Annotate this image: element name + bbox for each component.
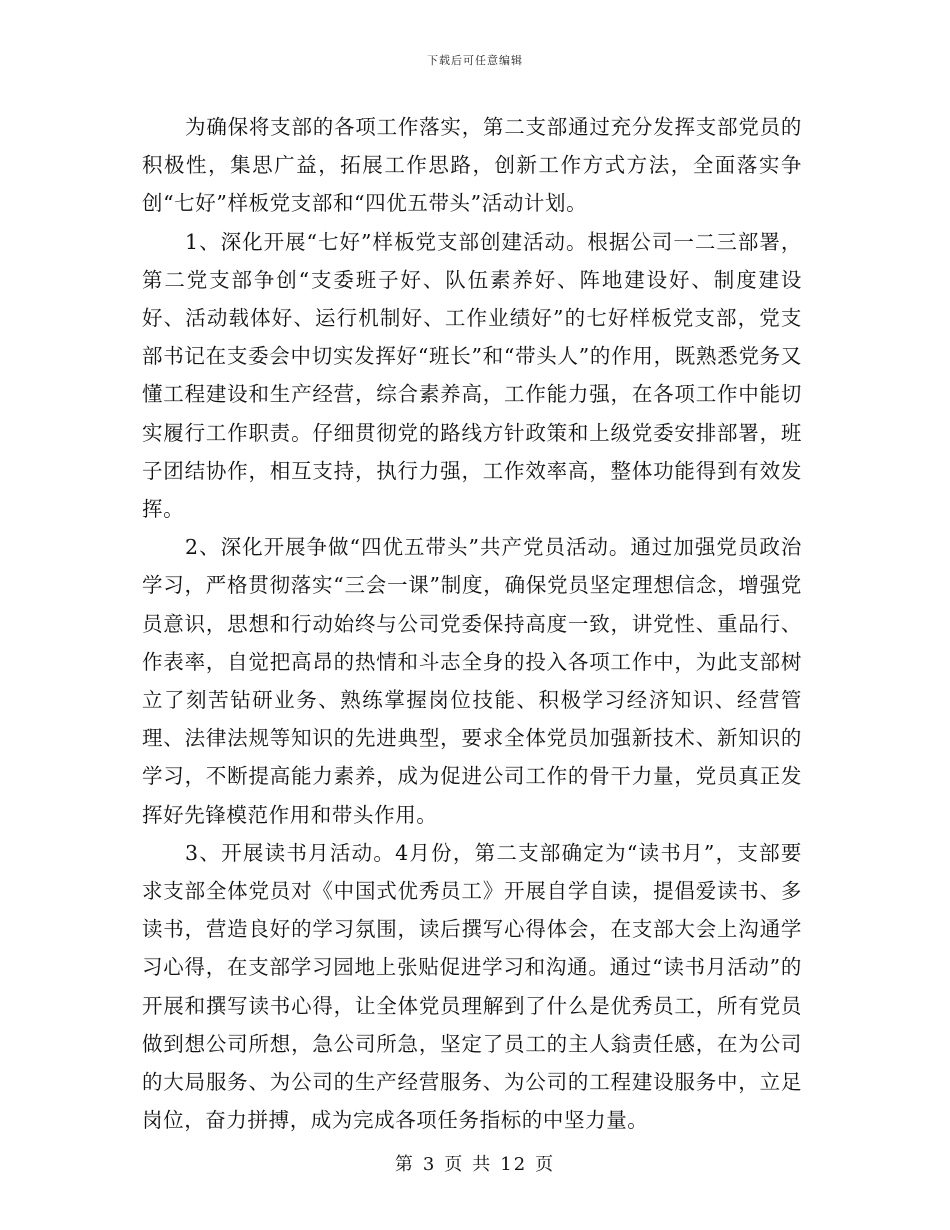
paragraph-item-3: 3、开展读书月活动。4月份，第二支部确定为“读书月”，支部要求支部全体党员对《中国式优秀员工》开展自学自读，提倡爱读书、多读书，营造良好的学习氛围，读后撰写心得体会，在支部大会上沟通学习心得，在支部学习园地上张贴促进学习和沟通。通过“读书月活动”的开展和撰写读书心得，让全体党员理解到了什么是优秀员工，所有党员做到想公司所想，急公司所急，坚定了员工的主人翁责任感，在为公司的大局服务、为公司的生产经营服务、为公司的工程建设服务中，立足岗位，奋力拼搏，成为完成各项任务指标的中坚力量。 <box>142 840 802 1133</box>
footer-current-page: 3 <box>422 1154 437 1175</box>
footer-page-word: 页 <box>444 1154 465 1175</box>
document-body <box>142 108 802 1139</box>
footer-total-word: 共 <box>472 1154 493 1175</box>
paragraph-item-2: 2、深化开展争做“四优五带头”共产党员活动。通过加强党员政治学习，严格贯彻落实“三会一课”制度，确保党员坚定理想信念，增强党员意识，思想和行动始终与公司党委保持高度一致，讲党性、重品行、作表率，自觉把高昂的热情和斗志全身的投入各项工作中，为此支部树立了刻苦钻研业务、熟练掌握岗位技能、积极学习经济知识、经营管理、法律法规等知识的先进典型，要求全体党员加强新技术、新知识的学习，不断提高能力素养，成为促进公司工作的骨干力量，党员真正发挥好先锋模范作用和带头作用。 <box>142 535 802 827</box>
paragraph-intro: 为确保将支部的各项工作落实，第二支部通过充分发挥支部党员的积极性，集思广益，拓展工作思路，创新工作方式方法，全面落实争创“七好”样板党支部和“四优五带头”活动计划。 <box>142 115 802 216</box>
footer-total-pages: 12 <box>500 1154 528 1175</box>
footer-suffix: 页 <box>535 1154 556 1175</box>
page-header: 下载后可任意编辑 <box>427 54 523 67</box>
footer-prefix: 第 <box>394 1154 415 1175</box>
paragraph-item-1: 1、深化开展“七好”样板党支部创建活动。根据公司一二三部署，第二党支部争创“支委班子好、队伍素养好、阵地建设好、制度建设好、活动载体好、运行机制好、工作业绩好”的七好样板党支部，党支部书记在支委会中切实发挥好“班长”和“带头人”的作用，既熟悉党务又懂工程建设和生产经营，综合素养高，工作能力强，在各项工作中能切实履行工作职责。仔细贯彻党的路线方针政策和上级党委安排部署，班子团结协作，相互支持，执行力强，工作效率高，整体功能得到有效发挥。 <box>142 229 802 522</box>
page-footer <box>0 1150 950 1176</box>
